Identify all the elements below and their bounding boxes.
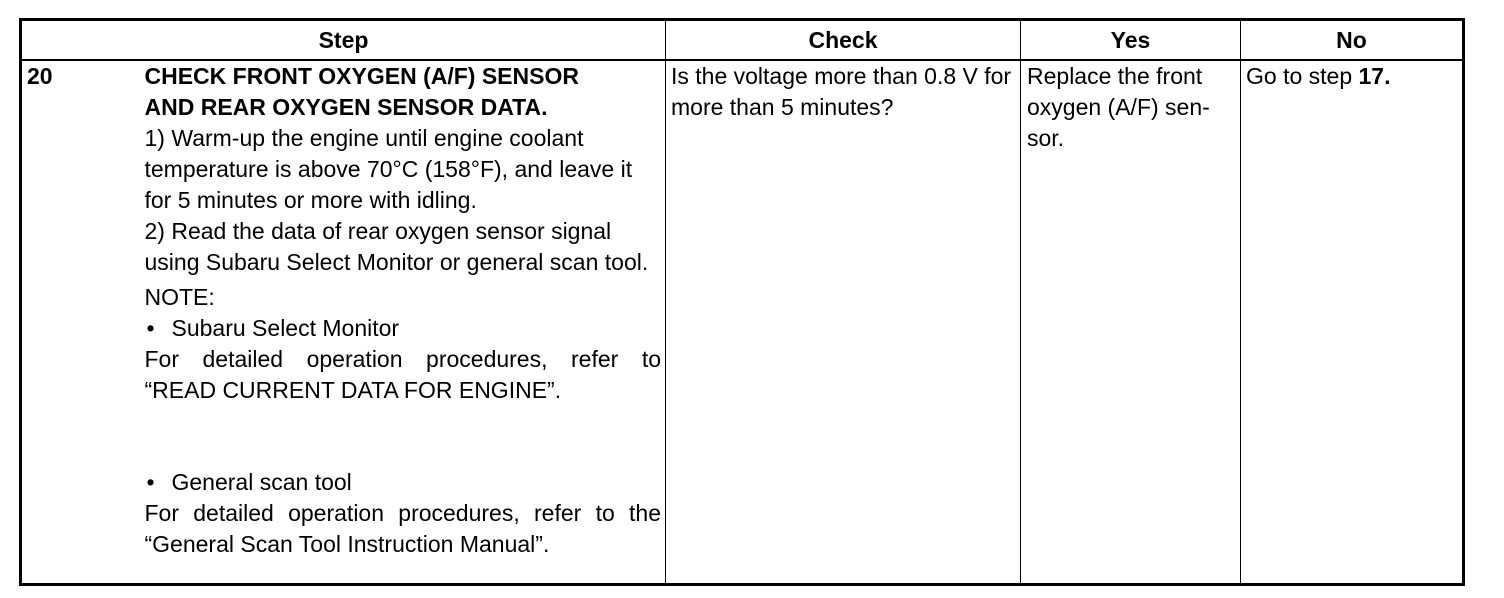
no-text: [1241, 61, 1462, 92]
header-row: [21, 20, 1464, 61]
header-no: No: [1241, 20, 1464, 61]
header-check: Check: [666, 20, 1021, 61]
bullet2-text-b: “General Scan Tool Instruction Manual”.: [144, 531, 550, 557]
instruction-2: 2) Read the data of rear oxygen sensor signal using Subaru Select Monitor or general scan tool.: [144, 218, 649, 275]
bullet-icon: [145, 469, 172, 495]
bullet1-text-b: “READ CURRENT DATA FOR ENGINE”.: [144, 377, 562, 403]
no-cell: [1241, 60, 1464, 585]
no-step-link: 17.: [1358, 63, 1391, 89]
header-yes: Yes: [1021, 20, 1241, 61]
table-row: [21, 60, 1464, 585]
bullet-icon: [145, 315, 172, 341]
check-text: Is the voltage more than 0.8 V for more than 5 minutes?: [671, 63, 1012, 120]
note-label: NOTE:: [144, 284, 215, 310]
check-cell: [666, 60, 1021, 585]
diagnostic-table: [19, 18, 1465, 586]
yes-line-1: Replace the front: [1027, 63, 1203, 89]
bullet2-text-a: For detailed operation procedures, refer to the: [144, 500, 661, 526]
header-step: Step: [21, 20, 666, 61]
yes-line-2: oxygen (A/F) sen-: [1027, 94, 1210, 120]
yes-line-3: sor.: [1027, 125, 1065, 151]
bullet1-text-a: For detailed operation procedures, refer to: [144, 346, 661, 372]
bullet2-title: General scan tool: [171, 469, 352, 495]
step-number: 20: [27, 63, 53, 89]
note-bullet-2: [145, 467, 662, 498]
step-description-cell: [141, 60, 666, 585]
step-number-cell: [21, 60, 141, 585]
step-title-line2: AND REAR OXYGEN SENSOR DATA.: [144, 94, 548, 120]
instruction-1: 1) Warm-up the engine until engine coolant temperature is above 70°C (158°F), and leave it for 5 minutes or more with idling.: [144, 125, 633, 213]
step-title-line1: CHECK FRONT OXYGEN (A/F) SENSOR: [144, 63, 579, 89]
note-bullet-1: [145, 313, 662, 344]
yes-cell: [1021, 60, 1241, 585]
bullet1-title: Subaru Select Monitor: [171, 315, 400, 341]
no-prefix: Go to step: [1246, 63, 1359, 89]
spacer: [145, 406, 662, 467]
